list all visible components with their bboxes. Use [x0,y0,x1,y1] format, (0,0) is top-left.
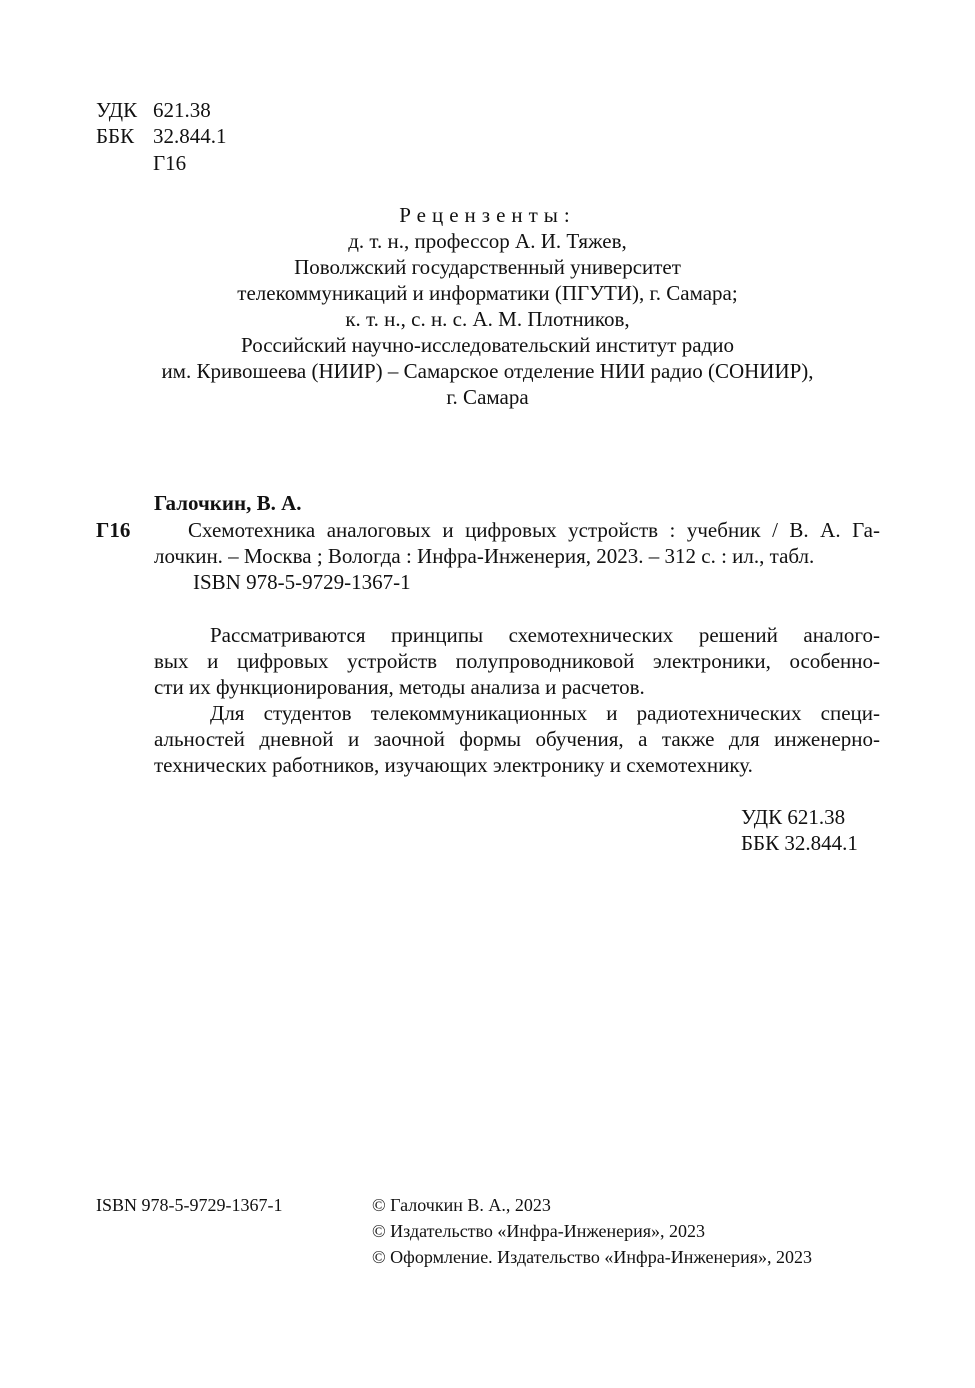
catalog-code: Г16 [96,518,131,542]
reviewer-line: д. т. н., профессор А. И. Тяжев, [348,229,627,253]
annotation-line: альностей дневной и заочной формы обучения, а также для инженерно- [154,727,880,751]
footer-isbn: ISBN 978-5-9729-1367-1 [96,1195,283,1215]
catalog-title-line: лочкин. – Москва ; Вологда : Инфра-Инженерия, 2023. – 312 с. : ил., табл. [154,544,815,568]
catalog-isbn: ISBN 978-5-9729-1367-1 [193,570,411,594]
reviewer-line: им. Кривошеева (НИИР) – Самарское отделение НИИ радио (СОНИИР), [161,359,814,383]
copyright-list [372,1192,812,1270]
catalog-title-line: Схемотехника аналоговых и цифровых устройств : учебник / В. А. Га- [188,518,880,542]
bbk-label: ББК [96,124,135,148]
annotation-line: Рассматриваются принципы схемотехнических решений аналого- [210,623,880,647]
reviewer-line: Поволжский государственный университет [294,255,681,279]
annotation-line: Для студентов телекоммуникационных и радиотехнических специ- [210,701,880,725]
bbk-row [96,123,227,149]
udk-value: 621.38 [153,98,211,122]
udk-label: УДК [96,98,138,122]
reviewer-line: телекоммуникаций и информатики (ПГУТИ), г. Самара; [237,281,738,305]
udk-row [96,97,211,123]
annotation-line: сти их функционирования, методы анализа и расчетов. [154,675,645,699]
annotation-line: технических работников, изучающих электронику и схемотехнику. [154,753,753,777]
catalog-author: Галочкин, В. А. [154,491,302,515]
reviewer-line: к. т. н., с. н. с. А. М. Плотников, [345,307,630,331]
copyright-line: © Издательство «Инфра-Инженерия», 2023 [372,1221,706,1241]
author-sign: Г16 [153,151,187,175]
index-bbk: ББК 32.844.1 [741,831,858,855]
bbk-value: 32.844.1 [153,124,227,148]
reviewer-line: г. Самара [446,385,529,409]
index-udk: УДК 621.38 [741,805,846,829]
reviewer-line: Российский научно-исследовательский институт радио [241,333,734,357]
copyright-line: © Галочкин В. А., 2023 [372,1195,551,1215]
reviewers-heading: Рецензенты: [399,203,576,227]
copyright-line: © Оформление. Издательство «Инфра-Инженерия», 2023 [372,1247,813,1267]
annotation-line: вых и цифровых устройств полупроводниковой электроники, особенно- [154,649,880,673]
reviewers-block [0,202,975,410]
